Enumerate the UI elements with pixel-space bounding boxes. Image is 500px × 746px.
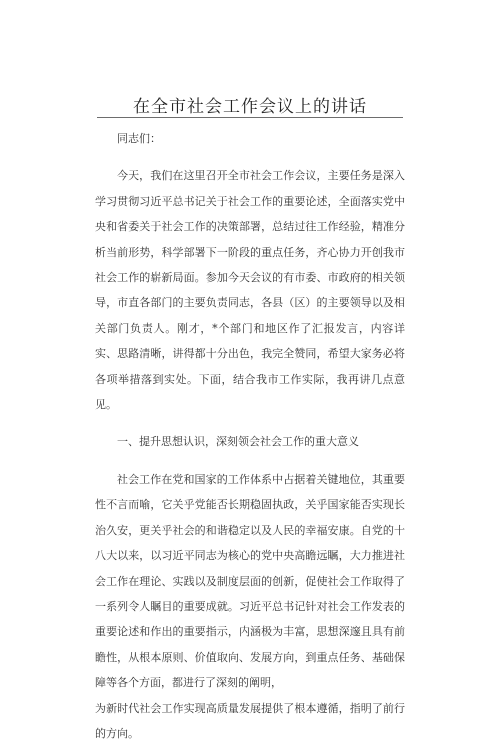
paragraph-continuation: 为新时代社会工作实现高质量发展提供了根本遵循，指明了前行的方向。 bbox=[95, 701, 405, 740]
paragraph-significance: 社会工作在党和国家的工作体系中占据着关键地位，其重要性不言而喻，它关乎党能否长期稳固执政，关乎国家能否实现长治久安，更关乎社会的和谐稳定以及人民的幸福安康。自党的十八大以来，以习近平同志为核心的党中央高瞻远瞩，大力推进社会工作在理论、实践以及制度层面的创新，促使社会工作取得了一系列令人瞩目的重要成就。习近平总书记针对社会工作发表的重要论述和作出的重要指示，内涵极为丰富，思想深邃且具有前瞻性，从根本原则、价值取向、发展方向，到重点任务、基础保障等各个方面，都进行了深刻的阐明， bbox=[95, 472, 405, 690]
paragraph-opening: 今天，我们在这里召开全市社会工作会议，主要任务是深入学习贯彻习近平总书记关于社会工作的重要论述，全面落实党中央和省委关于社会工作的决策部署，总结过往工作经验，精准分析当前形势，科学部署下一阶段的重点任务，齐心协力开创我市社会工作的崭新局面。参加今天会议的有市委、市政府的相关领导，市直各部门的主要负责同志，各县（区）的主要领导以及相关部门负责人。刚才，*个部门和地区作了汇报发言，内容详实、思路清晰，讲得都十分出色，我完全赞同，希望大家务必将各项举措落到实处。下面，结合我市工作实际，我再讲几点意见。 bbox=[95, 169, 405, 412]
section-heading: 一、提升思想认识，深刻领会社会工作的重大意义 bbox=[117, 435, 359, 449]
salutation: 同志们： bbox=[117, 132, 161, 145]
paragraph-gap bbox=[95, 417, 405, 429]
paragraph-gap bbox=[95, 151, 405, 163]
document-title: 在全市社会工作会议上的讲话 bbox=[133, 97, 367, 117]
paragraph-gap bbox=[95, 455, 405, 467]
title-divider bbox=[97, 117, 403, 118]
document-body bbox=[95, 122, 405, 746]
